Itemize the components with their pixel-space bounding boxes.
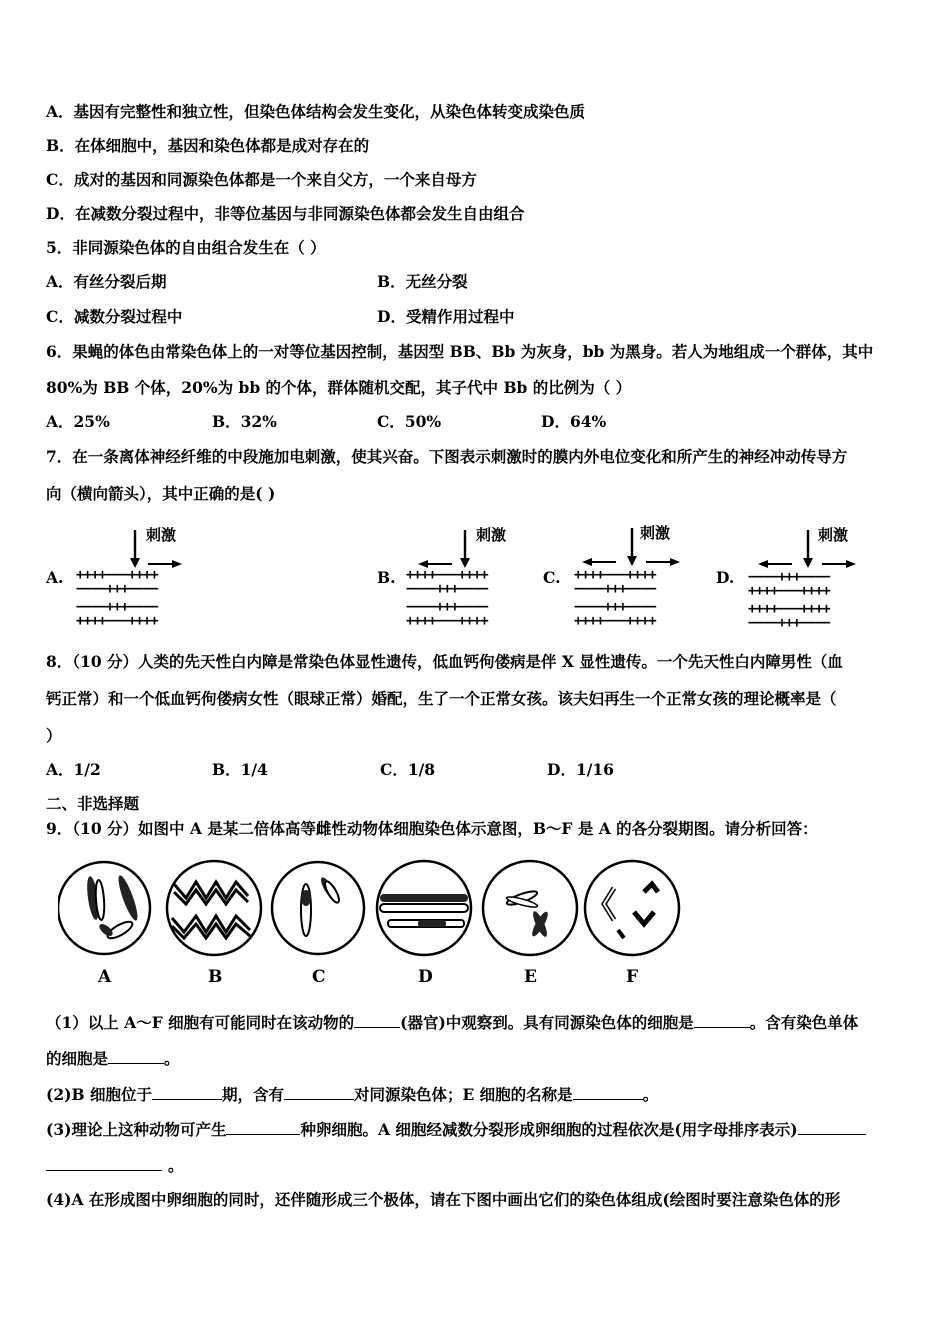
q9-part3-line2: 。 xyxy=(46,1156,184,1176)
q7-stem-line2: 向（横向箭头），其中正确的是( ) xyxy=(46,484,276,503)
blank-chromatid-cells[interactable] xyxy=(108,1049,164,1064)
cell-b xyxy=(167,861,261,955)
q9-part2: (2)B 细胞位于 期，含有 对同源染色体；E 细胞的名称是 。 xyxy=(46,1085,659,1104)
cell-label-f: F xyxy=(626,967,639,986)
cell-e xyxy=(483,861,577,955)
cell-d xyxy=(377,861,471,955)
blank-sequence[interactable] xyxy=(798,1120,866,1135)
blank-homologous-cells[interactable] xyxy=(694,1013,750,1028)
q7-figure-d-stimulus-label: 刺激 xyxy=(818,526,849,544)
svg-text:−−−−+++−−−−: −−−−+++−−−− xyxy=(748,569,830,585)
q9-part1-line1: （1）以上 A～F 细胞有可能同时在该动物的 (器官)中观察到。具有同源染色体的细胞是 。含有染色单体 xyxy=(46,1013,859,1032)
svg-text:++++−−−++++: ++++−−−++++ xyxy=(574,613,656,628)
q5-option-a: A．有丝分裂后期 xyxy=(46,272,167,291)
blank-homolog-pairs[interactable] xyxy=(284,1085,354,1100)
svg-text:++++−−−++++: ++++−−−++++ xyxy=(76,567,158,583)
q7-figure-b xyxy=(402,522,542,630)
svg-text:−−−−+++−−−−: −−−−+++−−−− xyxy=(574,581,656,597)
q5-option-d: D．受精作用过程中 xyxy=(377,307,515,326)
cell-label-b: B xyxy=(208,967,223,986)
q8-stem-line1: 8．（10 分）人类的先天性白内障是常染色体显性遗传，低血钙佝偻病是伴 X 显性遗传。一个先天性白内障男性（血 xyxy=(46,652,843,671)
svg-text:++++−−−++++: ++++−−−++++ xyxy=(76,613,158,629)
q4-option-c: C．成对的基因和同源染色体都是一个来自父方，一个来自母方 xyxy=(46,170,477,189)
q8-option-b: B．1/4 xyxy=(212,760,268,779)
q6-option-b: B．32% xyxy=(212,412,277,431)
svg-text:−−−−+++−−−−: −−−−+++−−−− xyxy=(406,599,488,615)
q7-figure-b-stimulus-label: 刺激 xyxy=(476,526,507,544)
q6-stem-line2: 80%为 BB 个体，20%为 bb 的个体，群体随机交配，其子代中 Bb 的比例为（ ） xyxy=(46,378,632,397)
q6-option-d: D．64% xyxy=(541,412,607,431)
q5-stem: 5．非同源染色体的自由组合发生在（ ） xyxy=(46,238,326,257)
blank-organ[interactable] xyxy=(354,1013,400,1028)
blank-sequence-cont[interactable] xyxy=(46,1156,162,1171)
svg-text:++++−−−++++: ++++−−−++++ xyxy=(748,601,830,617)
q8-option-c: C．1/8 xyxy=(380,760,436,779)
q4-option-a: A．基因有完整性和独立性，但染色体结构会发生变化，从染色体转变成染色质 xyxy=(46,102,586,121)
q5-option-c: C．减数分裂过程中 xyxy=(46,307,183,326)
svg-text:−−−−+++−−−−: −−−−+++−−−− xyxy=(748,615,830,630)
q4-option-b: B．在体细胞中，基因和染色体都是成对存在的 xyxy=(46,136,370,155)
q9-part4: (4)A 在形成图中卵细胞的同时，还伴随形成三个极体，请在下图中画出它们的染色体组成(绘图时要注意染色体的形 xyxy=(46,1190,841,1209)
q7-label-a: A. xyxy=(46,568,64,587)
svg-text:−−−−+++−−−−: −−−−+++−−−− xyxy=(406,581,488,597)
q8-stem-line2: 钙正常）和一个低血钙佝偻病女性（眼球正常）婚配，生了一个正常女孩。该夫妇再生一个正常女孩的理论概率是（ xyxy=(46,689,837,708)
q8-option-d: D．1/16 xyxy=(547,760,614,779)
q7-figure-a-stimulus-label: 刺激 xyxy=(146,526,177,544)
svg-text:++++−−−++++: ++++−−−++++ xyxy=(574,567,656,583)
q7-label-d: D. xyxy=(716,568,735,587)
cell-label-e: E xyxy=(524,967,537,986)
q9-part3-line1: (3)理论上这种动物可产生 种卵细胞。A 细胞经减数分裂形成卵细胞的过程依次是(用字母排序表示) xyxy=(46,1120,866,1140)
svg-text:−−−−+++−−−−: −−−−+++−−−− xyxy=(76,581,158,597)
q5-option-b: B．无丝分裂 xyxy=(377,272,468,291)
cell-c xyxy=(272,862,364,954)
blank-e-name[interactable] xyxy=(573,1085,643,1100)
q6-option-a: A．25% xyxy=(46,412,110,431)
cell-label-d: D xyxy=(418,967,433,986)
blank-egg-types[interactable] xyxy=(226,1120,300,1135)
q7-stem-line1: 7．在一条离体神经纤维的中段施加电刺激，使其兴奋。下图表示刺激时的膜内外电位变化和所产生的神经冲动传导方 xyxy=(46,447,848,466)
svg-text:++++−−−++++: ++++−−−++++ xyxy=(748,583,830,599)
q7-figure-c xyxy=(570,520,710,628)
q9-part1-line2: 的细胞是 。 xyxy=(46,1049,180,1068)
cell-label-a: A xyxy=(98,967,112,986)
q7-figure-d xyxy=(744,522,884,630)
q6-option-c: C．50% xyxy=(377,412,442,431)
q8-stem-line3: ） xyxy=(46,726,62,745)
svg-text:++++−−−++++: ++++−−−++++ xyxy=(406,567,488,583)
cell-label-c: C xyxy=(312,967,326,986)
svg-text:−−−−+++−−−−: −−−−+++−−−− xyxy=(76,599,158,615)
q7-label-c: C. xyxy=(543,568,561,587)
q4-option-d: D．在减数分裂过程中，非等位基因与非同源染色体都会发生自由组合 xyxy=(46,204,525,223)
cell-a xyxy=(58,862,150,954)
q7-label-b: B. xyxy=(377,568,396,587)
q8-option-a: A．1/2 xyxy=(46,760,101,779)
svg-text:++++−−−++++: ++++−−−++++ xyxy=(406,613,488,629)
q9-stem: 9．（10 分）如图中 A 是某二倍体高等雌性动物体细胞染色体示意图，B～F 是 A 的各分裂期图。请分析回答： xyxy=(46,819,818,838)
svg-text:−−−−+++−−−−: −−−−+++−−−− xyxy=(574,599,656,615)
q7-figure-c-stimulus-label: 刺激 xyxy=(640,524,671,542)
q7-figure-a xyxy=(72,522,212,630)
blank-b-phase[interactable] xyxy=(152,1085,222,1100)
section-heading: 二、非选择题 xyxy=(46,794,140,813)
cell-f xyxy=(585,861,679,955)
q9-cell-figure xyxy=(58,858,698,986)
q6-stem-line1: 6．果蝇的体色由常染色体上的一对等位基因控制，基因型 BB、Bb 为灰身，bb 为黑身。若人为地组成一个群体，其中 xyxy=(46,342,874,361)
